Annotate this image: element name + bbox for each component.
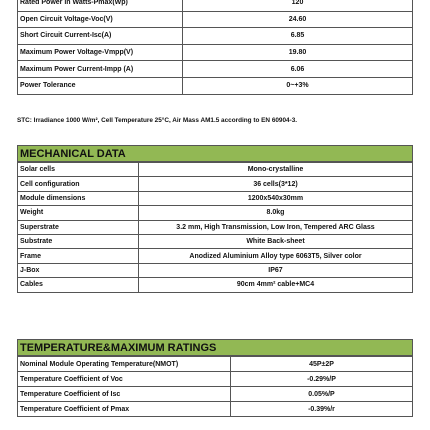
row-value: 6.06 [183,61,413,78]
table-row [18,234,413,248]
table-row [18,11,413,28]
table-row [18,0,413,11]
table-row [18,61,413,78]
mechanical-table [17,162,413,293]
row-value: Anodized Aluminium Alloy type 6063T5, Silver color [139,249,413,263]
temperature-table [17,356,413,417]
row-label: Maximum Power Current-Impp (A) [18,61,183,78]
row-label: Temperature Coefficient of Isc [18,387,231,402]
table-row [18,402,413,417]
row-value: 0.05%/P [231,387,413,402]
row-value: IP67 [139,263,413,277]
table-row [18,263,413,277]
row-label: J-Box [18,263,139,277]
row-value: 45P±2P [231,357,413,372]
row-value: -0.29%/P [231,372,413,387]
row-label: Module dimensions [18,191,139,205]
table-row [18,220,413,234]
row-label: Maximum Power Voltage-Vmpp(V) [18,44,183,61]
row-value: 19.80 [183,44,413,61]
row-value: 36 cells(3*12) [139,177,413,191]
row-value: 6.85 [183,28,413,45]
table-row [18,177,413,191]
table-row [18,278,413,292]
row-label: Frame [18,249,139,263]
row-label: Power Tolerance [18,77,183,94]
electrical-table [17,0,413,95]
row-label: Substrate [18,234,139,248]
table-row [18,357,413,372]
row-label: Nominal Module Operating Temperature(NMOT) [18,357,231,372]
row-value: 8.0kg [139,206,413,220]
table-row [18,44,413,61]
row-value: 90cm 4mm² cable+MC4 [139,278,413,292]
row-value: 0~+3% [183,77,413,94]
row-label: Superstrate [18,220,139,234]
table-row [18,249,413,263]
row-value: 120 [183,0,413,11]
row-label: Temperature Coefficient of Pmax [18,402,231,417]
row-label: Cables [18,278,139,292]
row-value: -0.39%/r [231,402,413,417]
row-label: Rated Power in Watts-Pmax(Wp) [18,0,183,11]
row-label: Weight [18,206,139,220]
row-label: Solar cells [18,163,139,177]
row-value: 24.60 [183,11,413,28]
temperature-header: TEMPERATURE&MAXIMUM RATINGS [17,339,413,356]
row-value: White Back-sheet [139,234,413,248]
row-value: Mono-crystalline [139,163,413,177]
row-label: Temperature Coefficient of Voc [18,372,231,387]
row-value: 3.2 mm, High Transmission, Low Iron, Tempered ARC Glass [139,220,413,234]
stc-note: STC: Irradiance 1000 W/m², Cell Temperature 25°C, Air Mass AM1.5 according to EN 60904-3. [17,117,298,124]
row-value: 1200x540x30mm [139,191,413,205]
table-row [18,163,413,177]
table-row [18,77,413,94]
table-row [18,387,413,402]
table-row [18,28,413,45]
table-row [18,191,413,205]
row-label: Open Circuit Voltage-Voc(V) [18,11,183,28]
row-label: Short Circuit Current-Isc(A) [18,28,183,45]
table-row [18,372,413,387]
mechanical-header: MECHANICAL DATA [17,145,413,162]
row-label: Cell configuration [18,177,139,191]
table-row [18,206,413,220]
